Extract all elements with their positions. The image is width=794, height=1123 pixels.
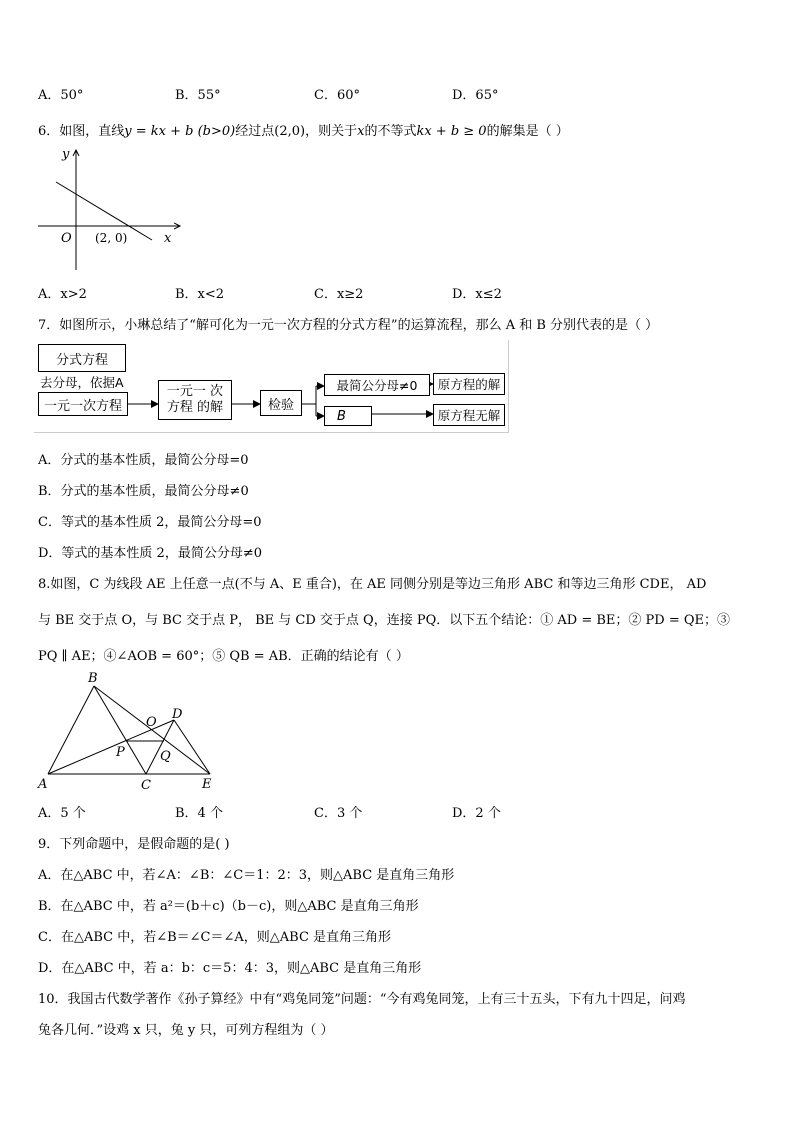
q7-option-a: A．分式的基本性质，最简公分母=0	[38, 453, 249, 468]
q6-stem-mid2: ，则关于	[305, 124, 358, 139]
q7-option-c: C．等式的基本性质 2，最简公分母=0	[38, 515, 262, 530]
q10-line-2: 兔各几何．”设鸡 x 只，兔 y 只，可列方程组为（ ）	[38, 1023, 334, 1038]
flow-note-a: 去分母，依据A	[40, 375, 124, 390]
q8-label-q: Q	[160, 749, 171, 764]
q8-label-b: B	[88, 671, 98, 686]
q5-option-a: A．50°	[38, 88, 84, 103]
q8-option-d: D．2 个	[452, 806, 501, 821]
q8-label-c: C	[141, 778, 151, 793]
flow-box-linear-equation: 一元一次方程	[38, 392, 128, 416]
q9-option-a: A．在△ABC 中，若∠A：∠B：∠C＝1：2：3，则△ABC 是直角三角形	[38, 868, 455, 883]
q6-x-label: x	[164, 231, 172, 246]
q8-label-e: E	[202, 777, 212, 792]
q8-segment-de	[174, 720, 210, 774]
q6-option-d: D．x≤2	[452, 287, 502, 302]
q6-option-a: A．x>2	[38, 287, 87, 302]
flow-box-no-solution: 原方程无解	[433, 404, 505, 426]
q5-option-b: B．55°	[175, 88, 221, 103]
q9-stem: 9．下列命题中，是假命题的是( )	[38, 837, 230, 852]
q6-stem-mid3: 的不等式	[364, 124, 417, 139]
q6-line-equation: y = kx + b (b>0)	[124, 124, 236, 139]
q8-label-a: A	[38, 777, 48, 792]
q5-option-c: C．60°	[314, 88, 360, 103]
flow-box-b: B	[324, 406, 372, 426]
q5-option-d: D．65°	[452, 88, 499, 103]
flow-box-denominator-nonzero: 最简公分母≠0	[324, 374, 430, 396]
q8-label-d: D	[172, 707, 183, 722]
q6-stem-prefix: 6．如图，直线	[38, 124, 125, 139]
flow-box-fractional-equation: 分式方程	[38, 344, 126, 372]
q6-y-label: y	[62, 147, 70, 162]
q6-inequality: kx + b ≥ 0	[416, 124, 487, 139]
q9-option-c: C．在△ABC 中，若∠B＝∠C＝∠A，则△ABC 是直角三角形	[38, 930, 392, 945]
q8-line-3: PQ ∥ AE；④∠AOB = 60°；⑤ QB = AB．正确的结论有（ ）	[38, 649, 409, 664]
q9-option-d: D．在△ABC 中，若 a：b：c＝5：4：3，则△ABC 是直角三角形	[38, 961, 422, 976]
q6-option-b: B．x<2	[175, 287, 225, 302]
q8-label-o: O	[146, 715, 157, 730]
q8-segment-be	[94, 686, 210, 774]
q8-label-p: P	[116, 745, 125, 760]
flow-box-original-solution: 原方程的解	[433, 373, 505, 395]
q7-option-d: D．等式的基本性质 2，最简公分母≠0	[38, 546, 262, 561]
q7-option-b: B．分式的基本性质，最简公分母≠0	[38, 484, 249, 499]
q8-segment-bc	[94, 686, 146, 774]
q6-var: x	[357, 124, 365, 139]
q6-stem	[38, 120, 569, 139]
q9-option-b: B．在△ABC 中，若 a²＝(b＋c)（b－c)，则△ABC 是直角三角形	[38, 899, 419, 914]
q8-figure	[30, 668, 230, 796]
flow-box-linear-solution-l1: 一元一 次	[166, 384, 224, 399]
q6-stem-mid: 经过点	[235, 124, 275, 139]
q6-point-label: (2, 0)	[95, 231, 128, 245]
q8-option-c: C．3 个	[314, 806, 363, 821]
q10-line-1: 10．我国古代数学著作《孙子算经》中有“鸡兔同笼”问题：“今有鸡兔同笼，上有三十五头，下有九十四足，问鸡	[38, 992, 686, 1007]
flow-box-linear-solution-l2: 方程 的解	[166, 400, 224, 415]
q8-line-2: 与 BE 交于点 O，与 BC 交于点 P， BE 与 CD 交于点 Q，连接 PQ．以下五个结论：① AD = BE；② PD = QE；③	[38, 613, 731, 628]
q6-origin-label: O	[61, 231, 72, 246]
flow-box-linear-solution	[158, 380, 232, 420]
q8-line-1: 8.如图，C 为线段 AE 上任意一点(不与 A、E 重合)，在 AE 同侧分别是等边三角形 ABC 和等边三角形 CDE， AD	[38, 577, 707, 592]
flow-box-check: 检验	[260, 390, 302, 416]
q8-option-a: A．5 个	[38, 806, 86, 821]
q6-stem-suffix: 的解集是（ ）	[486, 124, 569, 139]
q6-point: (2,0)	[274, 124, 306, 139]
q8-segment-ab	[48, 686, 94, 774]
q7-stem: 7．如图所示，小琳总结了“解可化为一元一次方程的分式方程”的运算流程，那么 A 和 B 分别代表的是（ ）	[38, 318, 659, 333]
q6-figure	[30, 142, 190, 277]
q8-option-b: B．4 个	[175, 806, 223, 821]
q6-option-c: C．x≥2	[314, 287, 364, 302]
q7-flowchart	[34, 340, 509, 433]
